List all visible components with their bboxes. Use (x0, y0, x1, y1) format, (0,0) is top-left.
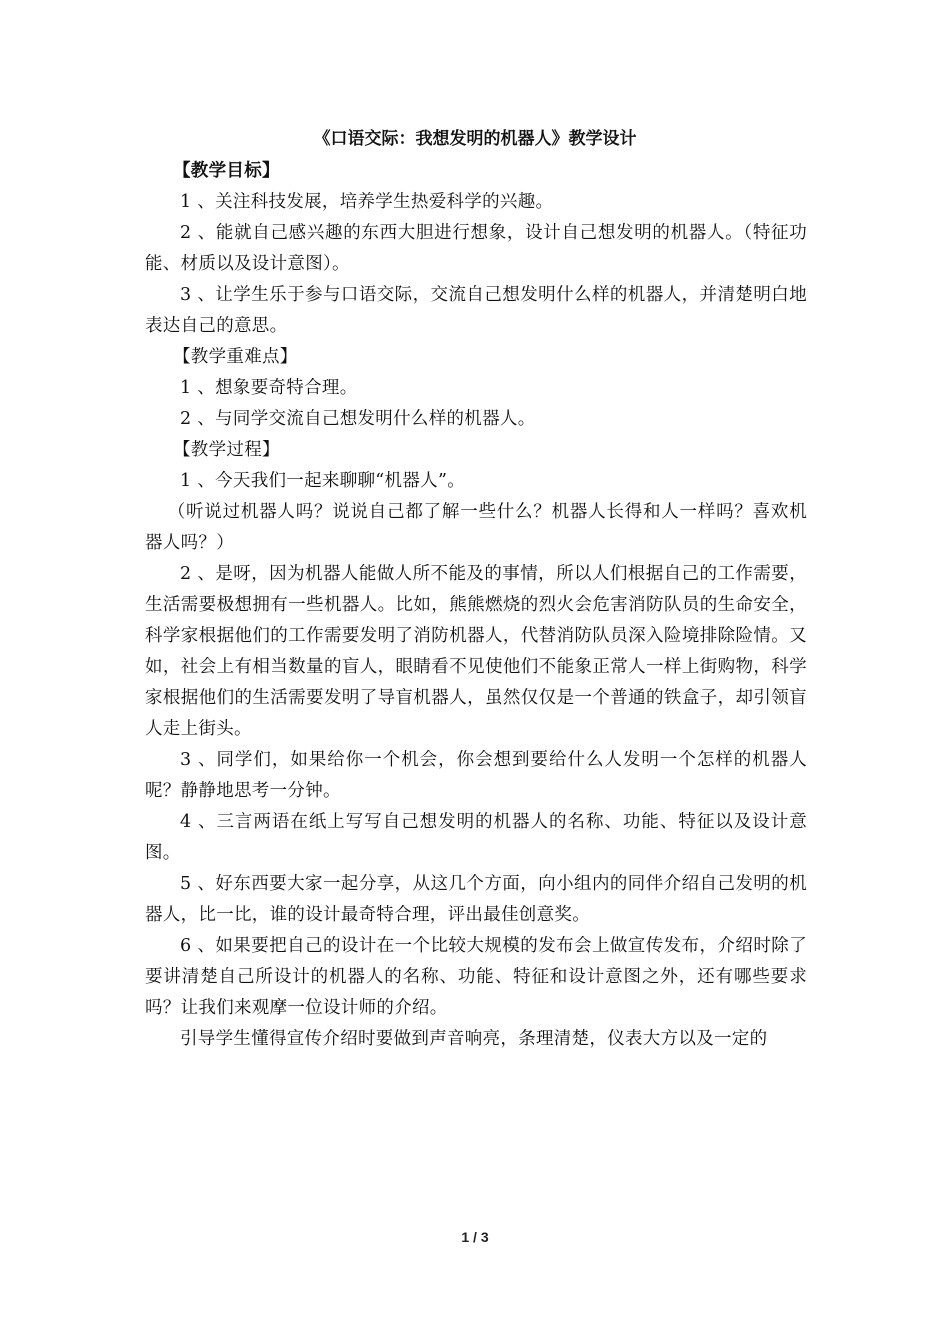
document-body (145, 156, 807, 1055)
process-step-1-note: （听说过机器人吗？说说自己都了解一些什么？机器人长得和人一样吗？喜欢机器人吗？） (145, 502, 807, 553)
key-point-item-1: 1 、想象要奇特合理。 (180, 378, 358, 398)
objective-item-1: 1 、关注科技发展，培养学生热爱科学的兴趣。 (180, 192, 554, 212)
section-heading-key-points: 【教学重难点】 (173, 347, 298, 367)
page-number: 1 / 3 (461, 1229, 489, 1245)
section-heading-objectives: 【教学目标】 (173, 161, 280, 181)
process-step-4: 4 、三言两语在纸上写写自己想发明的机器人的名称、功能、特征以及设计意图。 (145, 812, 807, 863)
process-step-2: 2 、是呀，因为机器人能做人所不能及的事情，所以人们根据自己的工作需要，生活需要极想拥有一些机器人。比如，熊熊燃烧的烈火会危害消防队员的生命安全，科学家根据他们的工作需要发明了消防机器人，代替消防队员深入险境排除险情。又如，社会上有相当数量的盲人，眼睛看不见使他们不能象正常人一样上街购物，科学家根据他们的生活需要发明了导盲机器人，虽然仅仅是一个普通的铁盒子，却引领盲人走上街头。 (145, 564, 807, 739)
key-point-item-2: 2 、与同学交流自己想发明什么样的机器人。 (180, 409, 536, 429)
process-step-5: 5 、好东西要大家一起分享，从这几个方面，向小组内的同伴介绍自己发明的机器人，比一比，谁的设计最奇特合理，评出最佳创意奖。 (145, 874, 807, 925)
process-step-3: 3 、同学们，如果给你一个机会，你会想到要给什么人发明一个怎样的机器人呢？静静地思考一分钟。 (145, 750, 807, 801)
document-title: 《口语交际：我想发明的机器人》教学设计 (313, 129, 637, 149)
objective-item-2: 2 、能就自己感兴趣的东西大胆进行想象，设计自己想发明的机器人。（特征功能、材质以及设计意图）。 (145, 223, 807, 274)
objective-item-3: 3 、让学生乐于参与口语交际，交流自己想发明什么样的机器人，并清楚明白地表达自己的意思。 (145, 285, 807, 336)
section-heading-process: 【教学过程】 (173, 440, 280, 460)
process-step-guidance: 引导学生懂得宣传介绍时要做到声音响亮，条理清楚，仪表大方以及一定的 (180, 1029, 768, 1049)
process-step-1: 1 、今天我们一起来聊聊“机器人”。 (180, 471, 465, 491)
process-step-6: 6 、如果要把自己的设计在一个比较大规模的发布会上做宣传发布，介绍时除了要讲清楚自己所设计的机器人的名称、功能、特征和设计意图之外，还有哪些要求吗？让我们来观摩一位设计师的介绍。 (145, 936, 807, 1018)
